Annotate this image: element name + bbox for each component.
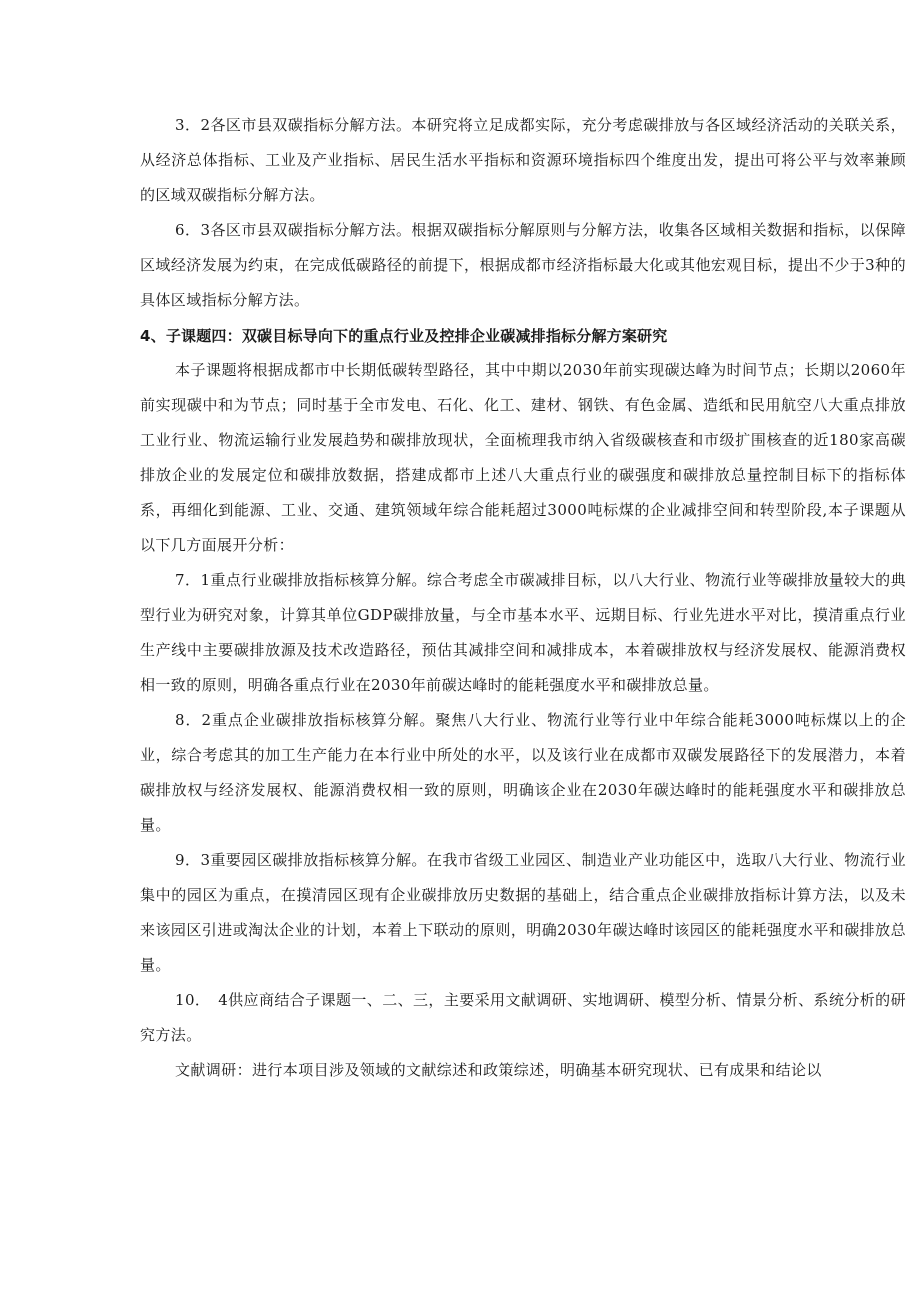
paragraph-6-3: 6．3各区市县双碳指标分解方法。根据双碳指标分解原则与分解方法，收集各区域相关数据和指标，以保障区域经济发展为约束，在完成低碳路径的前提下，根据成都市经济指标最大化或其他宏观目标，提出不少于3种的具体区域指标分解方法。	[140, 221, 906, 309]
section-heading: 4、子课题四：双碳目标导向下的重点行业及控排企业碳减排指标分解方案研究	[140, 327, 668, 345]
paragraph-8-2: 8．2重点企业碳排放指标核算分解。聚焦八大行业、物流行业等行业中年综合能耗3000吨标煤以上的企业，综合考虑其的加工生产能力在本行业中所处的水平，以及该行业在成都市双碳发展路径下的发展潜力，本着碳排放权与经济发展权、能源消费权相一致的原则，明确该企业在2030年碳达峰时的能耗强度水平和碳排放总量。	[140, 711, 906, 834]
paragraph-literature: 文献调研：进行本项目涉及领域的文献综述和政策综述，明确基本研究现状、已有成果和结论以	[175, 1061, 822, 1079]
paragraph-9-3: 9．3重要园区碳排放指标核算分解。在我市省级工业园区、制造业产业功能区中，选取八大行业、物流行业集中的园区为重点，在摸清园区现有企业碳排放历史数据的基础上，结合重点企业碳排放指标计算方法，以及未来该园区引进或淘汰企业的计划，本着上下联动的原则，明确2030年碳达峰时该园区的能耗强度水平和碳排放总量。	[140, 851, 906, 974]
paragraph-3-2: 3．2各区市县双碳指标分解方法。本研究将立足成都实际，充分考虑碳排放与各区域经济活动的关联关系，从经济总体指标、工业及产业指标、居民生活水平指标和资源环境指标四个维度出发，提出可将公平与效率兼顾的区域双碳指标分解方法。	[140, 116, 906, 204]
paragraph-intro: 本子课题将根据成都市中长期低碳转型路径，其中中期以2030年前实现碳达峰为时间节点；长期以2060年前实现碳中和为节点；同时基于全市发电、石化、化工、建材、钢铁、有色金属、造纸和民用航空八大重点排放工业行业、物流运输行业发展趋势和碳排放现状，全面梳理我市纳入省级碳核查和市级扩围核查的近180家高碳排放企业的发展定位和碳排放数据，搭建成都市上述八大重点行业的碳强度和碳排放总量控制目标下的指标体系，再细化到能源、工业、交通、建筑领域年综合能耗超过3000吨标煤的企业减排空间和转型阶段,本子课题从以下几方面展开分析：	[140, 361, 906, 554]
document-content	[140, 108, 906, 1088]
paragraph-7-1: 7．1重点行业碳排放指标核算分解。综合考虑全市碳减排目标，以八大行业、物流行业等碳排放量较大的典型行业为研究对象，计算其单位GDP碳排放量，与全市基本水平、远期目标、行业先进水平对比，摸清重点行业生产线中主要碳排放源及技术改造路径，预估其减排空间和减排成本，本着碳排放权与经济发展权、能源消费权相一致的原则，明确各重点行业在2030年前碳达峰时的能耗强度水平和碳排放总量。	[140, 571, 906, 694]
paragraph-10-4: 10． 4供应商结合子课题一、二、三，主要采用文献调研、实地调研、模型分析、情景分析、系统分析的研究方法。	[140, 991, 906, 1044]
